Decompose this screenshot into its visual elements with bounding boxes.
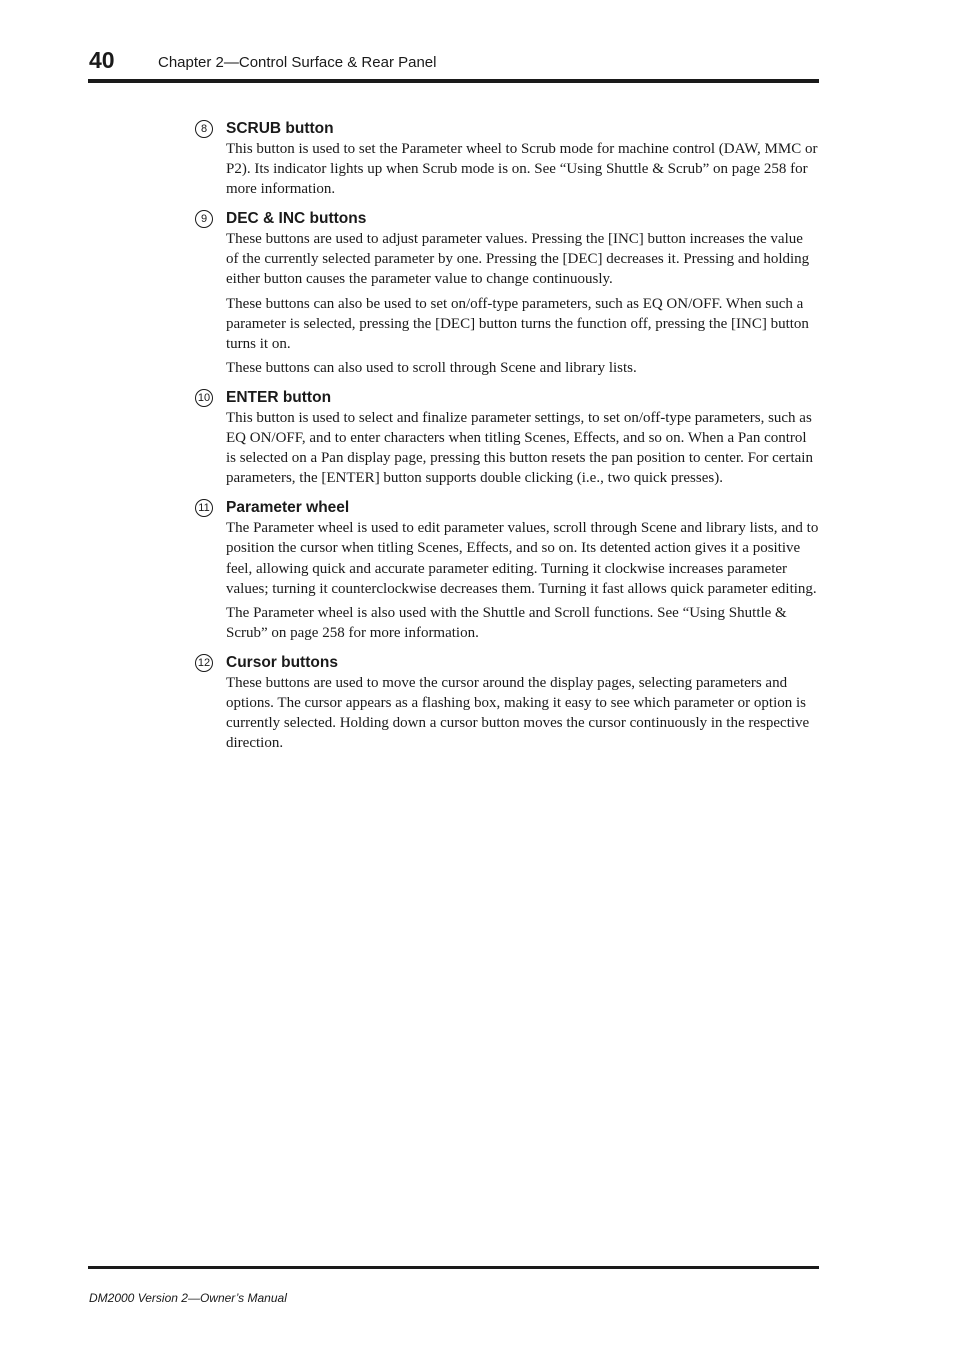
section-paragraph: These buttons can also be used to set on/off-type parameters, such as EQ ON/OFF. When such a parameter is selected, pressing the [DEC] button turns the function off, pressing the [INC] button turns it on. [226, 295, 809, 352]
section-heading [193, 387, 819, 408]
item-number-badge: 9 [195, 210, 213, 228]
section-paragraph: These buttons are used to adjust parameter values. Pressing the [INC] button increases the value of the currently selected parameter by one. Pressing the [DEC] decreases it. Pressing and holding either button causes the parameter value to change continuously. [226, 231, 810, 288]
section-paragraph: The Parameter wheel is also used with the Shuttle and Scroll functions. See “Using Shuttle & Scrub” on page 258 for more information. [226, 604, 787, 641]
footer-text: DM2000 Version 2—Owner’s Manual [89, 1291, 287, 1305]
section-heading [193, 652, 819, 673]
chapter-title: Chapter 2—Control Surface & Rear Panel [158, 54, 437, 71]
section-title: Cursor buttons [226, 653, 338, 671]
section-heading [193, 208, 819, 229]
footer-rule [88, 1266, 819, 1269]
section-dec-inc-buttons [193, 208, 819, 378]
item-number-badge: 10 [195, 389, 213, 407]
section-title: SCRUB button [226, 120, 334, 137]
section-paragraph: These buttons are used to move the cursor around the display pages, selecting parameters and options. The cursor appears as a flashing box, making it easy to see which parameter or option is currently selected. Holding down a cursor button moves the cursor continuously in the respective direction. [226, 674, 810, 752]
section-heading [193, 118, 819, 139]
section-heading [193, 497, 819, 518]
header-rule [88, 79, 819, 83]
section-enter-button [193, 387, 819, 488]
item-number-badge: 12 [195, 654, 213, 672]
section-paragraph: This button is used to set the Parameter wheel to Scrub mode for machine control (DAW, MMC or P2). Its indicator lights up when Scrub mode is on. See “Using Shuttle & Scrub” on page 258 for more information. [226, 141, 818, 198]
item-number-badge: 11 [195, 499, 213, 517]
section-scrub-button [193, 118, 819, 199]
section-paragraph: The Parameter wheel is used to edit parameter values, scroll through Scene and library lists, and to position the cursor when titling Scenes, Effects, and so on. Its detented action gives it a positive feel, allowing quick and accurate parameter editing. Turning it clockwise increases parameter values; turning it counterclockwise decreases them. Turning it fast allows quick parameter editing. [226, 520, 819, 597]
item-number-badge: 8 [195, 120, 213, 138]
section-title: DEC & INC buttons [226, 210, 367, 228]
section-paragraph: These buttons can also used to scroll through Scene and library lists. [226, 359, 637, 376]
section-title: Parameter wheel [226, 499, 350, 517]
page-content [193, 118, 819, 762]
section-cursor-buttons [193, 652, 819, 753]
section-title: ENTER button [226, 388, 332, 406]
section-paragraph: This button is used to select and finalize parameter settings, to set on/off-type parameters, such as EQ ON/OFF, and to enter characters when titling Scenes, Effects, and so on. When a Pan control is selected on a Pan display page, pressing this button resets the pan position to center. For certain parameters, the [ENTER] button supports double clicking (i.e., two quick presses). [226, 409, 813, 487]
page-number: 40 [89, 47, 115, 73]
section-parameter-wheel [193, 497, 819, 643]
